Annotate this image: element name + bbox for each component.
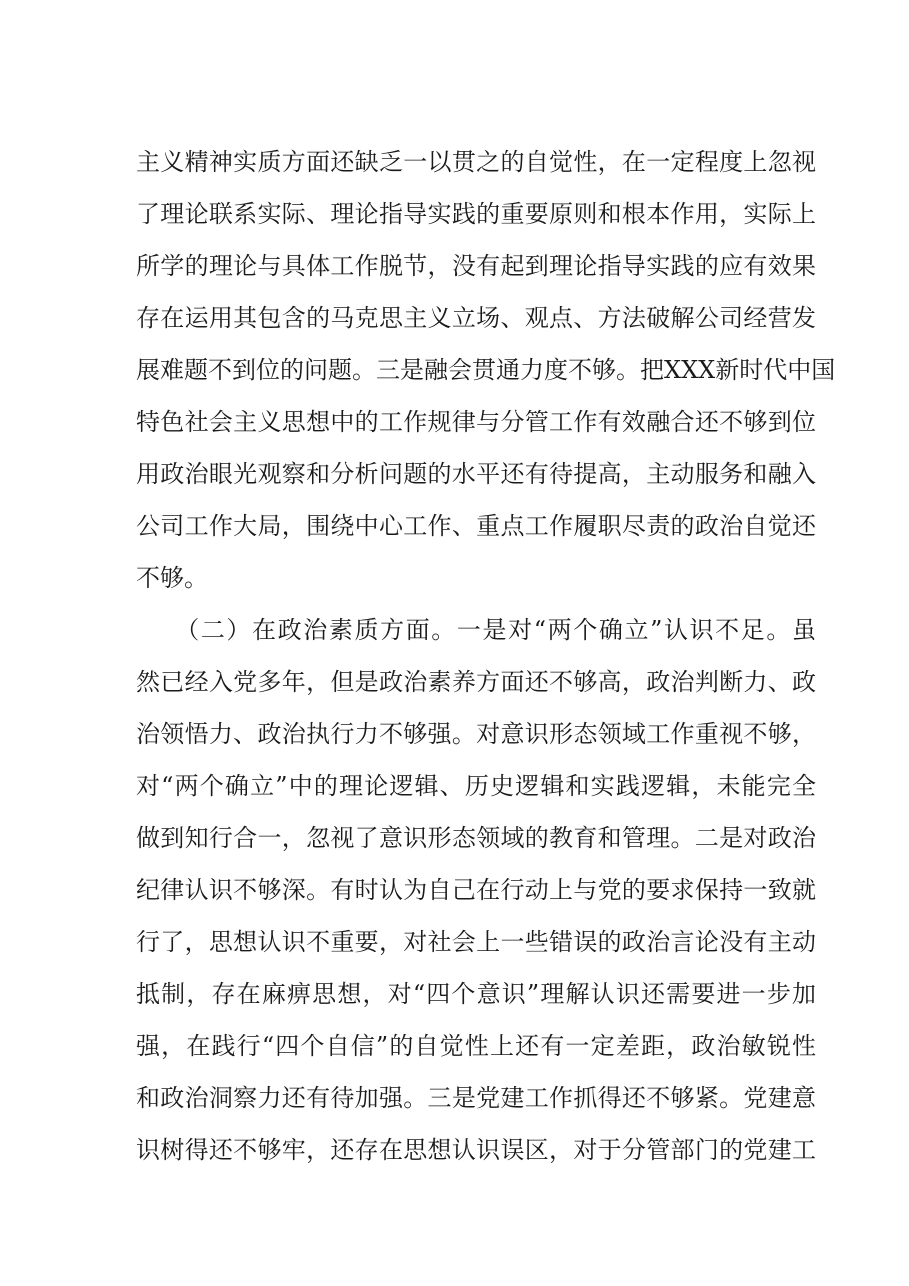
text-line: 强，在践行“四个自信”的自觉性上还有一定差距，政治敏锐性 [136, 1032, 816, 1060]
text-line: 识树得还不够牢，还存在思想认识误区，对于分管部门的党建工 [136, 1136, 816, 1164]
text-line: 存在运用其包含的马克思主义立场、观点、方法破解公司经营发 [136, 304, 816, 332]
text-line: 抵制，存在麻痹思想，对“四个意识”理解认识还需要进一步加 [136, 980, 816, 1008]
text-line: 主义精神实质方面还缺乏一以贯之的自觉性，在一定程度上忽视 [136, 148, 816, 176]
document-body [136, 136, 836, 1176]
text-line: 治领悟力、政治执行力不够强。对意识形态领域工作重视不够， [136, 720, 816, 748]
text-line: 不够。 [136, 564, 208, 592]
text-line: 公司工作大局，围绕中心工作、重点工作履职尽责的政治自觉还 [136, 512, 816, 540]
text-line: （二）在政治素质方面。一是对“两个确立”认识不足。虽 [136, 616, 816, 644]
text-line: 做到知行合一，忽视了意识形态领域的教育和管理。二是对政治 [136, 824, 816, 852]
text-line: 用政治眼光观察和分析问题的水平还有待提高，主动服务和融入 [136, 460, 816, 488]
text-line: 纪律认识不够深。有时认为自己在行动上与党的要求保持一致就 [136, 876, 816, 904]
text-line: 对“两个确立”中的理论逻辑、历史逻辑和实践逻辑，未能完全 [136, 772, 816, 800]
text-line: 所学的理论与具体工作脱节，没有起到理论指导实践的应有效果 [136, 252, 816, 280]
text-line: 行了，思想认识不重要，对社会上一些错误的政治言论没有主动 [136, 928, 816, 956]
text-line: 和政治洞察力还有待加强。三是党建工作抓得还不够紧。党建意 [136, 1084, 816, 1112]
text-line: 特色社会主义思想中的工作规律与分管工作有效融合还不够到位 [136, 408, 816, 436]
text-line: 然已经入党多年，但是政治素养方面还不够高，政治判断力、政 [136, 668, 816, 696]
text-line: 了理论联系实际、理论指导实践的重要原则和根本作用，实际上 [136, 200, 816, 228]
text-line: 展难题不到位的问题。三是融会贯通力度不够。把XXX新时代中国 [136, 356, 836, 384]
